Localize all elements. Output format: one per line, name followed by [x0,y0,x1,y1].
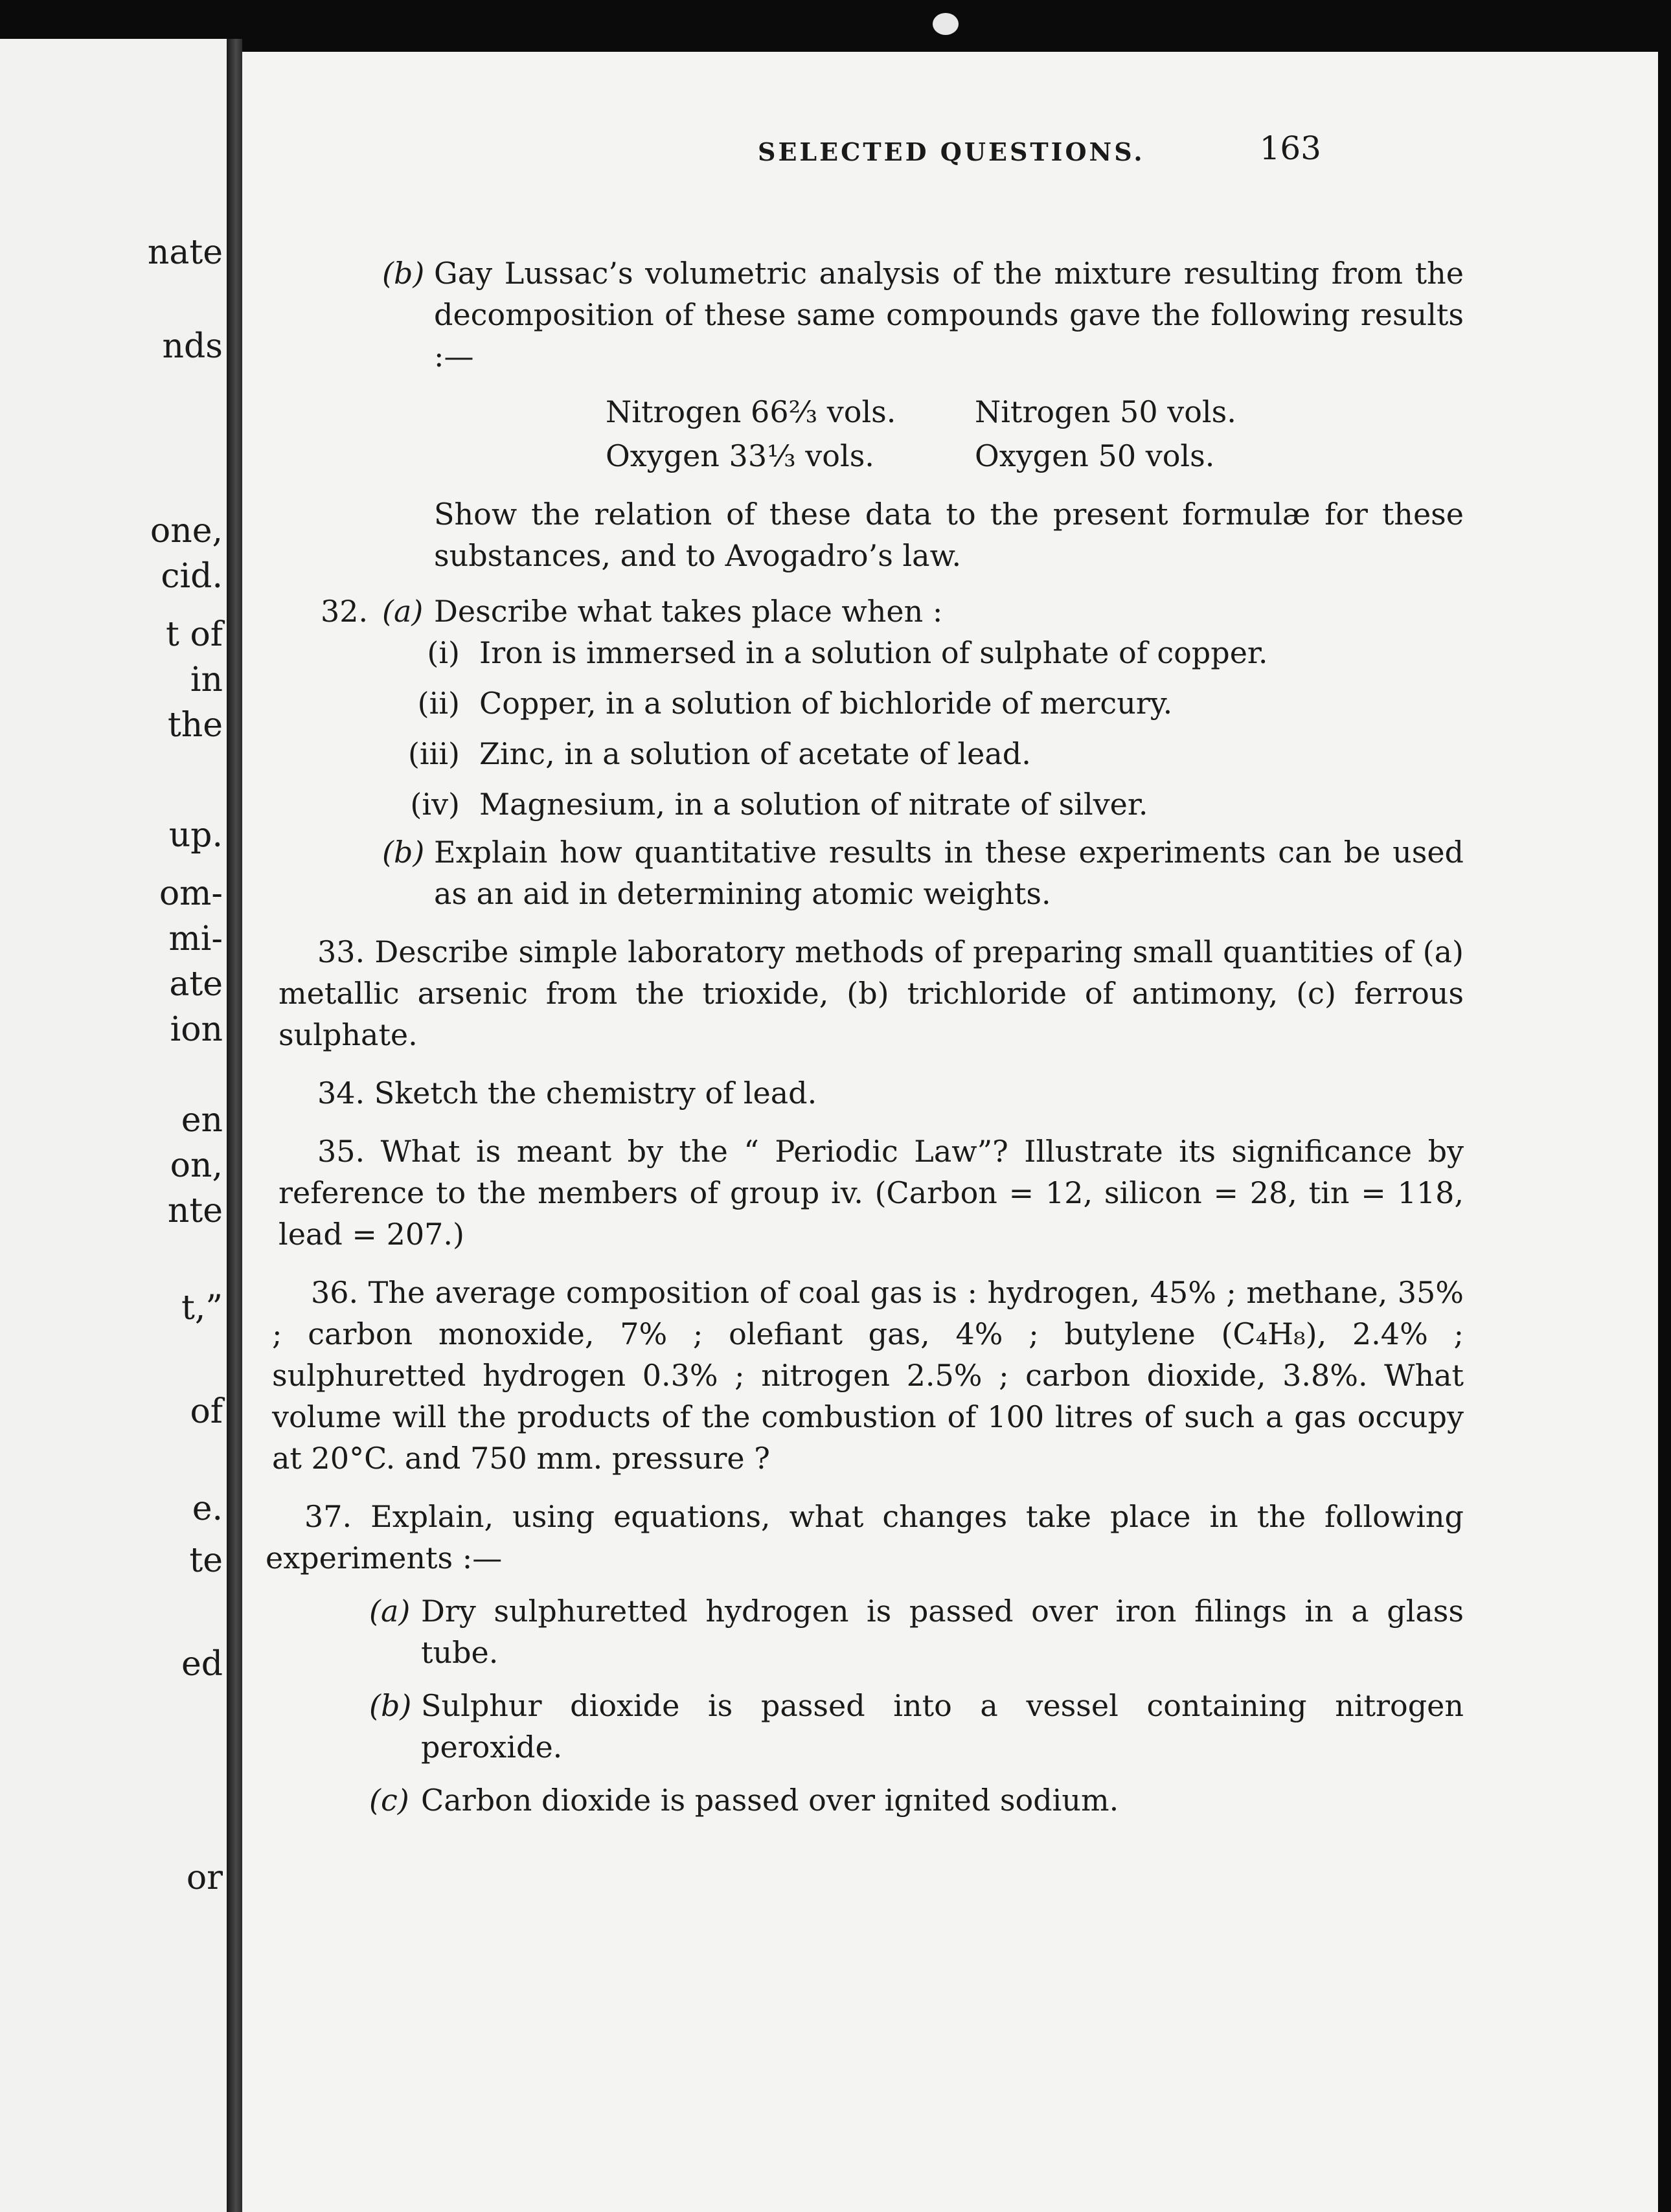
item-text: Copper, in a solution of bichloride of mercury. [479,686,1173,721]
question-text: Explain how quantitative results in these experiments can be used as an aid in determining atomic weights. [434,835,1464,911]
part-marker: (a) [382,594,424,629]
facing-fragment: the [167,706,223,745]
question-34 [278,1072,1464,1114]
question-32 [321,591,1464,914]
item-text: Iron is immersed in a solution of sulphate of copper. [479,635,1268,670]
facing-fragment: mi- [168,920,223,958]
item-text: Carbon dioxide is passed over ignited sodium. [421,1783,1119,1818]
question-number: 36. [311,1275,359,1310]
part-marker: (b) [369,1688,412,1723]
results-cell: Oxygen 50 vols. [975,438,1215,473]
question-text: Describe simple laboratory methods of preparing small quantities of (a) metallic arsenic from the trioxide, (b) trichloride of antimony, (c) ferrous sulphate. [278,934,1464,1052]
part-marker: (c) [369,1783,409,1818]
results-cell: Nitrogen 50 vols. [975,394,1236,429]
list-item [175,733,1464,774]
facing-fragment: cid. [161,557,223,596]
facing-fragment: ate [169,965,223,1004]
facing-fragment: te [189,1541,223,1580]
facing-fragment: ed [181,1645,223,1684]
facing-fragment: one, [150,512,223,550]
question-number: 33. [317,934,365,969]
question-text: Explain, using equations, what changes take place in the following experiments :— [266,1499,1464,1575]
item-number: (iii) [407,736,460,771]
results-cell: Nitrogen 66⅔ vols. [606,394,896,429]
results-row [606,391,1464,435]
page-number: 163 [1259,130,1321,167]
question-text: What is meant by the “ Periodic Law”? Illustrate its significance by reference to the members of group iv. (Carbon = 12, silicon = 28, tin = 118, lead = 207.) [278,1134,1464,1252]
question-36 [272,1272,1464,1479]
part-marker: (a) [369,1594,411,1629]
question-number: 37. [304,1499,352,1534]
facing-fragment: nte [167,1191,223,1230]
facing-fragment: on, [170,1146,223,1185]
question-text: Describe what takes place when : [434,594,943,629]
question-37 [266,1496,1464,1579]
facing-fragment: e. [192,1489,223,1528]
question-37c [266,1779,1464,1821]
item-number: (iv) [410,787,460,822]
question-32b [382,831,1464,914]
item-text: Dry sulphuretted hydrogen is passed over iron filings in a glass tube. [421,1594,1464,1670]
list-item [175,784,1464,825]
facing-fragment: nate [147,233,223,272]
part-marker: (b) [382,256,425,291]
facing-fragment: t,” [181,1289,223,1327]
item-number: (ii) [417,686,460,721]
list-item [175,632,1464,673]
facing-fragment: om- [159,874,223,913]
question-31b [382,253,1464,377]
facing-fragment: up. [168,816,223,855]
facing-fragment: or [186,1858,223,1897]
question-number: 35. [317,1134,365,1169]
question-33 [278,931,1464,1055]
facing-fragment: t of [166,615,223,654]
question-number: 34. [317,1076,365,1111]
facing-fragment: in [190,660,223,699]
facing-fragment: nds [162,327,223,366]
question-text: The average composition of coal gas is : hydrogen, 45% ; methane, 35% ; carbon monoxide, 7% ; olefiant gas, 4% ; butylene (C₄H₈), 2.4% ; sulphuretted hydrogen 0.3% ; nitrogen 2.5% ; carbon dioxide, 3.8%. What volume will the products of the combustion of 100 litres of such a gas occupy at 20°C. and 750 mm. pressure ? [272,1275,1464,1476]
question-text: Show the relation of these data to the present formulæ for these substances, and to Avogadro’s law. [434,497,1464,573]
facing-fragment: ion [170,1010,223,1049]
running-head: SELECTED QUESTIONS. [758,137,1145,166]
stain-mark [933,13,959,35]
part-marker: (b) [382,835,425,870]
page-content [266,253,1464,1821]
item-number: (i) [427,635,460,670]
list-item [175,683,1464,724]
question-31b-followup [382,493,1464,576]
results-cell: Oxygen 33⅓ vols. [606,438,874,473]
item-text: Sulphur dioxide is passed into a vessel containing nitrogen peroxide. [421,1688,1464,1765]
question-35 [278,1131,1464,1255]
question-37b [266,1685,1464,1768]
question-32a [321,591,1464,632]
item-text: Zinc, in a solution of acetate of lead. [479,736,1031,771]
results-table [606,391,1464,479]
question-number: 32. [321,594,369,629]
question-text: Sketch the chemistry of lead. [374,1076,817,1111]
question-37a [266,1590,1464,1673]
question-text: Gay Lussac’s volumetric analysis of the mixture resulting from the decomposition of these same compounds gave the following results :— [434,256,1464,374]
facing-fragment: en [181,1101,223,1140]
facing-fragment: of [190,1392,223,1431]
page-header [512,130,1321,181]
book-spine [227,39,242,2212]
item-text: Magnesium, in a solution of nitrate of silver. [479,787,1148,822]
facing-page [0,39,227,2212]
results-row [606,435,1464,479]
